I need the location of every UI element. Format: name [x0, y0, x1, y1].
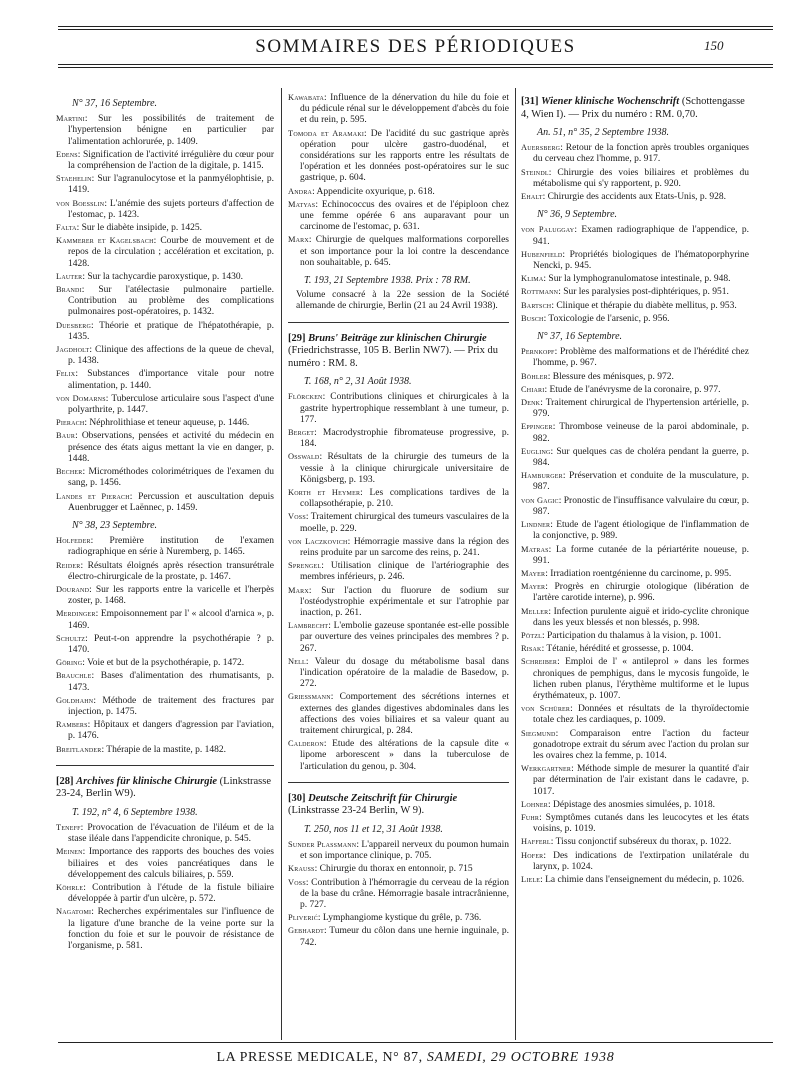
article-title: : Utilisation clinique de l'artériographie des membres inférieurs, p. 246. — [300, 561, 509, 583]
article-author: Hubenfield — [521, 249, 563, 259]
article-title: : Sur l'atélectasie pulmonaire partielle. Contribution au problème des complications pulmonaires post-opératoires, p. 1432. — [68, 285, 274, 318]
article-title: : Empoisonnement par l' « alcool d'arnica », p. 1469. — [68, 609, 274, 631]
page-number: 150 — [704, 38, 724, 53]
column-divider-right — [515, 88, 516, 1040]
section-number: [29] — [288, 332, 306, 344]
section-separator — [288, 782, 509, 783]
article-title: : Néphrolithiase et teneur aqueuse, p. 1446. — [84, 418, 250, 429]
article-author: Marx — [288, 235, 309, 245]
article-entry — [56, 491, 274, 514]
article-title: : Observations, pensées et activité du médecin en présence des états aigus mettant la vie en danger, p. 1448. — [68, 431, 274, 464]
article-entry — [521, 799, 749, 811]
article-entry — [56, 284, 274, 319]
article-title: : Percussion et auscultation depuis Auenbrugger et Laënnec, p. 1459. — [68, 491, 274, 513]
article-title: : Première institution de l'examen radiographique en série à Nuremberg, p. 1465. — [68, 536, 274, 558]
article-author: Marx — [288, 585, 309, 595]
article-author: Kawabata — [288, 93, 325, 102]
article-author: Matyas — [288, 199, 316, 209]
article-entry — [521, 495, 749, 518]
journal-name: Wiener klinische Wochenschrift — [541, 96, 680, 107]
article-author: Dourand — [56, 584, 90, 594]
article-author: Böhler — [521, 371, 548, 381]
article-title: : Traitement chirurgical de l'hypertension artérielle, p. 979. — [533, 398, 749, 420]
issue-heading: N° 38, 23 Septembre. — [72, 519, 158, 531]
article-entry — [521, 313, 749, 325]
article-entry — [521, 606, 749, 629]
article-author: Busch — [521, 313, 544, 323]
article-title: : Thrombose veineuse de la paroi abdominale, p. 982. — [533, 422, 749, 444]
page-footer — [58, 1050, 773, 1066]
article-author: Lindner — [521, 520, 551, 530]
article-author: Korth et Heymer — [288, 487, 361, 497]
article-title: : Sur la tachycardie paroxystique, p. 1430. — [82, 271, 243, 282]
article-title: : Examen radiographique de l'appendice, p. 941. — [533, 225, 750, 247]
article-title: : Méthode de traitement des fractures par injection, p. 1475. — [68, 695, 274, 717]
article-author: Falta — [56, 223, 77, 233]
article-author: Nagatomi — [56, 907, 92, 917]
article-author: Mayer — [521, 582, 546, 592]
article-title: : Sur les paralysies post-diphtériques, p. 951. — [558, 287, 729, 298]
header-rule — [58, 64, 773, 65]
article-title: : Lymphangiome kystique du grêle, p. 736. — [317, 913, 482, 924]
article-title: : Tuberculose articulaire sous l'aspect d'une polyarthrite, p. 1447. — [68, 393, 275, 416]
article-author: von Laczkovich — [288, 536, 348, 546]
article-author: Lauter — [56, 271, 83, 281]
article-title: : Appendicite oxyurique, p. 618. — [312, 186, 435, 197]
article-title: : Toxicologie de l'arsenic, p. 956. — [543, 313, 670, 324]
article-author: Klima — [521, 274, 544, 284]
column-middle — [288, 92, 509, 950]
article-title: : Méthode simple de mesurer la quantité d'air par détermination de l'air existant dans le cadavre, p. 1017. — [533, 764, 749, 797]
article-entry — [521, 812, 749, 835]
issue-heading: N° 36, 9 Septembre. — [537, 209, 618, 221]
article-entry — [288, 560, 509, 583]
issue-heading: T. 250, nos 11 et 12, 31 Août 1938. — [304, 823, 443, 835]
article-author: Flörcken — [288, 392, 323, 402]
article-title: : Infection purulente aiguë et irido-cyclite chronique dans les yeux blessés et non blessés, p. 998. — [533, 606, 749, 628]
article-author: Meinen — [56, 847, 83, 857]
article-title: : Clinique et thérapie du diabète mellitus, p. 953. — [551, 300, 737, 311]
article-author: Reider — [56, 560, 81, 570]
article-title: : L'anémie des sujets porteurs d'affection de l'estomac, p. 1423. — [68, 198, 275, 220]
article-author: Mayer — [521, 568, 546, 578]
journal-section-title — [521, 96, 749, 121]
article-entry — [288, 912, 509, 924]
article-author: Breitlander — [56, 744, 102, 754]
article-author: Berget — [288, 427, 315, 437]
article-author: Schreiber — [521, 657, 558, 667]
article-title: : Contribution à l'hémorragie du cerveau de la région de la base du crâne. Hémorragie basale intracrânienne, p. 727. — [300, 877, 509, 911]
article-author: Lambrecht — [288, 621, 329, 631]
article-title: : Retour de la fonction après troubles organiques du cerveau chez l'homme, p. 917. — [533, 143, 749, 165]
article-entry — [56, 113, 274, 148]
article-author: Andra — [288, 186, 313, 196]
article-title: : Chirurgie des voies biliaires et problèmes du métabolisme qui s'y rapportent, p. 920. — [533, 167, 749, 189]
article-title: : Tissu conjonctif subséreux du thorax, p. 1022. — [550, 837, 732, 848]
article-title: : Chirurgie de quelques malformations corporelles et son importance pour la loi contre la descendance non souhaitable, p. 645. — [300, 235, 509, 268]
article-entry — [288, 925, 509, 948]
article-title: : Etude de l'anévrysme de la coronaire, p. 977. — [544, 384, 721, 395]
journal-details: (Linkstrasse 23-24 Berlin, W 9). — [288, 805, 425, 817]
article-author: Kammerer et Kagelsbach — [56, 236, 154, 246]
section-number: [28] — [56, 775, 74, 787]
article-title: : Tumeur du côlon dans une hernie inguinale, p. 742. — [300, 926, 509, 948]
article-entry — [288, 186, 509, 198]
issue-heading: T. 192, n° 4, 6 Septembre 1938. — [72, 806, 198, 818]
article-author: Bartsch — [521, 300, 552, 310]
article-author: Rambers — [56, 720, 88, 730]
article-entry — [521, 630, 749, 642]
article-title: : Sur les rapports entre la varicelle et l'herpès zoster, p. 1468. — [68, 584, 274, 607]
article-title: : Microméthodes colorimétriques de l'examen du sang, p. 1456. — [68, 467, 274, 489]
section-separator — [288, 322, 509, 323]
article-author: Werkgartner — [521, 764, 572, 774]
journal-name: Archives für klinische Chirurgie — [76, 775, 218, 787]
article-entry — [56, 344, 274, 367]
article-entry — [288, 863, 509, 875]
article-entry — [288, 656, 509, 691]
article-entry — [288, 536, 509, 559]
article-title: : Sur l'agranulocytose et la panmyélophtisie, p. 1419. — [68, 174, 274, 196]
article-title: : Recherches expérimentales sur l'influence de la ligature d'une branche de la veine porte sur la fonction du foie et sur le pouvoir de résistance de l'organisme, p. 581. — [68, 907, 274, 951]
column-divider-left — [281, 88, 282, 1040]
article-entry — [288, 738, 509, 773]
article-author: Brauchle — [56, 671, 92, 681]
article-entry — [288, 839, 509, 862]
article-title: : Etude des altérations de la capsule dite « lipome arborescent » dans la tuberculose de l'articulation du genou, p. 304. — [300, 739, 509, 772]
article-entry — [521, 763, 749, 798]
article-entry — [56, 466, 274, 489]
journal-section-title — [288, 793, 509, 818]
article-author: Jagdholt — [56, 345, 90, 355]
article-author: Liele — [521, 874, 541, 884]
article-entry — [288, 391, 509, 426]
article-author: Holfeder — [56, 536, 91, 546]
article-title: : Clinique des affections de la queue de cheval, p. 1438. — [68, 345, 274, 367]
article-author: Köhrle — [56, 882, 84, 892]
article-title: : Sur l'action du fluorure de sodium sur l'ostéodystrophie expérimentale et sur l'atrophie par inaction, p. 261. — [300, 585, 509, 619]
article-title: : Importance des rapports des bouches des voies biliaires et des voies pancréatiques dans le développement des calculs biliaires, p. 559. — [68, 847, 274, 880]
article-entry — [56, 882, 274, 905]
article-entry — [521, 544, 749, 567]
article-title: : Résultats éloignés après résection transurétrale électro-chirurgicale de la prostate, p. 1467. — [68, 560, 274, 582]
article-title: : Théorie et pratique de l'hépatothérapie, p. 1435. — [68, 320, 274, 342]
article-author: von Gagic — [521, 495, 559, 505]
article-entry — [56, 393, 274, 416]
article-title: : Traitement chirurgical des tumeurs vasculaires de la moelle, p. 229. — [300, 512, 509, 534]
article-title: : Blessure des ménisques, p. 972. — [547, 371, 674, 382]
article-entry — [521, 656, 749, 702]
article-entry — [521, 470, 749, 493]
article-title: : Influence de la dénervation du hile du foie et du pédicule rénal sur le développement d'abcès du foie et du rein, p. 595. — [300, 93, 509, 126]
article-title: : Pronostic de l'insuffisance valvulaire du cœur, p. 987. — [533, 495, 749, 517]
article-author: Denk — [521, 398, 541, 408]
article-title: : Propriétés biologiques de l'hématoporphyrine Nencki, p. 945. — [533, 249, 749, 272]
article-author: Sprengel — [288, 561, 322, 571]
article-title: : Provocation de l'évacuation de l'iléum et de la stase iléale dans l'appendicite chronique, p. 545. — [68, 822, 274, 845]
article-author: von Boesslin — [56, 198, 105, 208]
article-author: Hafferl — [521, 837, 551, 847]
article-title: : Emploi de l' « antileprol » dans les formes chroniques de pemphigus, dans le mycosis fungoïde, le lichen ruben planus, l'érythème multiforme et le lupus érythémateux, p. 1007. — [533, 657, 749, 701]
article-author: Goldhahn — [56, 695, 94, 705]
volume-note: Volume consacré à la 22e session de la Société allemande de chirurgie, Berlin (21 au 24 Avril 1938). — [296, 290, 509, 312]
article-title: : Sur le diabète insipide, p. 1425. — [76, 223, 202, 234]
article-title: : Echinococcus des ovaires et de l'épiploon chez une femme opérée 6 ans auparavant pour un carcinome de l'estomac, p. 631. — [300, 199, 509, 233]
article-title: : Participation du thalamus à la vision, p. 1001. — [542, 630, 722, 641]
article-author: Fuhr — [521, 812, 540, 822]
article-author: Gebhardt — [288, 926, 324, 936]
article-entry — [56, 149, 274, 172]
article-author: Edens — [56, 149, 78, 159]
article-author: Brandi — [56, 285, 82, 295]
article-entry — [56, 368, 274, 391]
article-author: Landes et Pierach — [56, 491, 130, 501]
article-entry — [56, 822, 274, 845]
article-title: : Peut-t-on apprendre la psychothérapie ? p. 1470. — [68, 633, 274, 655]
article-entry — [56, 222, 274, 234]
article-entry — [288, 451, 509, 486]
article-author: Teneff — [56, 822, 81, 832]
article-author: Hamburger — [521, 471, 563, 481]
article-entry — [56, 657, 274, 669]
article-author: Felix — [56, 369, 76, 379]
article-author: Auersberg — [521, 143, 561, 153]
article-entry — [288, 585, 509, 620]
article-title: : L'appareil nerveux du poumon humain et son importance clinique, p. 705. — [300, 840, 509, 862]
article-author: Voss — [288, 877, 306, 887]
article-author: von Paluggay — [521, 225, 575, 235]
article-title: : Bases d'alimentation des rhumatisants, p. 1473. — [68, 671, 274, 693]
article-entry — [56, 906, 274, 952]
article-author: Matras — [521, 544, 549, 554]
article-entry — [56, 560, 274, 583]
journal-section-title — [288, 333, 509, 371]
article-entry — [56, 198, 274, 221]
section-number: [30] — [288, 792, 306, 804]
article-author: Nell — [288, 656, 306, 666]
issue-heading: N° 37, 16 Septembre. — [537, 331, 623, 343]
article-entry — [56, 670, 274, 693]
article-title: : Thérapie de la mastite, p. 1482. — [101, 744, 227, 755]
article-author: Göring — [56, 658, 83, 668]
article-author: Griessmann — [288, 692, 331, 702]
section-separator — [56, 765, 274, 766]
article-entry — [56, 430, 274, 465]
footer-journal: LA PRESSE MEDICALE, N° 87, — [216, 1050, 423, 1065]
article-title: : Symptômes cutanés dans les leucocytes et les états voisins, p. 1019. — [533, 812, 749, 835]
article-author: Martini — [56, 114, 85, 124]
article-entry — [521, 286, 749, 298]
article-title: : Contribution à l'étude de la fistule biliaire développée à partir d'un ulcère, p. 572. — [68, 882, 274, 905]
article-title: : Préservation et conduite de la musculature, p. 987. — [533, 471, 749, 493]
article-author: Risak — [521, 644, 542, 654]
article-entry — [288, 620, 509, 655]
article-title: : Sur les possibilités de traitement de l'hypertension bénigne en particulier par l'alimentation achlorurée, p. 1409. — [68, 114, 274, 147]
footer-date: SAMEDI, 29 OCTOBRE 1938 — [426, 1050, 615, 1065]
article-entry — [56, 235, 274, 270]
article-author: Tomoda et Aramaki — [288, 128, 365, 138]
issue-heading: T. 193, 21 Septembre 1938. Prix : 78 RM. — [304, 275, 471, 287]
article-entry — [521, 167, 749, 190]
article-author: Hofer — [521, 850, 544, 860]
article-entry — [56, 535, 274, 558]
article-title: : Données et résultats de la thyroïdectomie totale chez les cardiaques, p. 1009. — [533, 704, 749, 726]
article-author: Staehelin — [56, 174, 92, 184]
issue-heading: N° 37, 16 Septembre. — [72, 98, 158, 109]
article-author: Sunder Plassmann — [288, 840, 357, 850]
article-author: Siegmund — [521, 728, 556, 738]
article-entry — [521, 371, 749, 383]
article-title: : Valeur du dosage du métabolisme basal dans l'indication opératoire de la maladie de Basedow, p. 272. — [300, 656, 509, 690]
article-author: Ehalt — [521, 192, 543, 202]
article-entry — [521, 874, 749, 886]
article-title: : Substances d'importance vitale pour notre alimentation, p. 1440. — [68, 369, 274, 391]
article-entry — [521, 300, 749, 312]
article-entry — [288, 511, 509, 534]
article-entry — [288, 199, 509, 234]
article-entry — [56, 320, 274, 343]
article-author: Becher — [56, 467, 83, 477]
article-entry — [288, 92, 509, 127]
article-entry — [56, 271, 274, 283]
article-entry — [288, 487, 509, 510]
article-title: : De l'acidité du suc gastrique après opération pour ulcère gastro-duodénal, et considérations sur les rapports entre les résultats de l'opération et les données post-opératoires sur le suc gastrique, p. 604. — [300, 128, 509, 184]
article-entry — [521, 397, 749, 420]
column-right — [521, 92, 749, 887]
top-rule-inner — [58, 29, 773, 30]
article-entry — [288, 234, 509, 269]
article-title: : Signification de l'activité irrégulière du cœur pour la compréhension de l'action de la digitale, p. 1415. — [68, 149, 274, 172]
article-author: Krauss — [288, 864, 315, 874]
journal-details: (Friedrichstrasse, 105 B. Berlin NW7). — Prix du numéro : RM. 8. — [288, 345, 498, 369]
article-entry — [56, 846, 274, 881]
article-entry — [521, 191, 749, 203]
article-title: : Hôpitaux et dangers d'agression par l'aviation, p. 1476. — [68, 720, 274, 742]
article-author: Steindl — [521, 167, 549, 177]
journal-details: (Linkstrasse 23-24, Berlin W9). — [56, 775, 271, 800]
article-title: : L'embolie gazeuse spontanée est-elle possible par ouverture des veines principales des membres ? p. 267. — [300, 621, 509, 654]
article-entry — [56, 417, 274, 429]
article-entry — [521, 581, 749, 604]
article-entry — [288, 427, 509, 450]
article-title: : Progrès en chirurgie otologique (libération de l'artère carotide interne), p. 996. — [533, 582, 749, 604]
article-author: Osswald — [288, 452, 320, 462]
article-title: : Tétanie, hérédité et grossesse, p. 1004. — [541, 644, 694, 655]
article-title: : La forme cutanée de la périartérite noueuse, p. 991. — [533, 544, 749, 566]
article-author: von Domarns — [56, 393, 106, 403]
article-title: : Courbe de mouvement et de repos de la circulation ; accélération et excitation, p. 1428. — [68, 236, 275, 269]
page-title: SOMMAIRES DES PÉRIODIQUES — [255, 36, 576, 57]
article-author: Pernkopf — [521, 347, 555, 357]
article-title: : Chirurgie des accidents aux Etats-Unis, p. 928. — [542, 192, 727, 203]
article-entry — [56, 695, 274, 718]
article-title: : Sur la lymphogranulomatose intestinale, p. 948. — [543, 274, 731, 285]
article-author: Eugling — [521, 446, 551, 456]
article-title: : Les complications tardives de la collapsothérapie, p. 210. — [300, 487, 509, 510]
article-title: : Comportement des sécrétions internes et externes des glandes digestives abdominales dans les affections des voies biliaires et sa valeur quant au traitement chirurgical, p. 284. — [300, 692, 509, 737]
article-entry — [521, 850, 749, 873]
article-title: : Voie et but de la psychothérapie, p. 1472. — [82, 658, 245, 669]
article-author: Voss — [288, 512, 306, 522]
article-title: : Problème des malformations et de l'hérédité chez l'homme, p. 967. — [533, 347, 749, 369]
article-entry — [521, 384, 749, 396]
article-title: : Hémorragie massive dans la région des reins produite par un sarcome des reins, p. 241. — [300, 536, 509, 558]
article-title: : La chimie dans l'enseignement du médecin, p. 1026. — [540, 874, 745, 885]
article-title: : Résultats de la chirurgie des tumeurs de la vessie à la clinique chirurgicale universitaire de Königsberg, p. 193. — [300, 452, 509, 485]
article-author: Pierach — [56, 418, 85, 428]
issue-heading: An. 51, n° 35, 2 Septembre 1938. — [537, 127, 669, 138]
article-entry — [521, 421, 749, 444]
article-title: : Macrodystrophie fibromateuse progressive, p. 184. — [300, 427, 509, 450]
article-entry — [521, 519, 749, 542]
article-entry — [521, 224, 749, 247]
section-number: [31] — [521, 96, 539, 107]
article-title: : Dépistage des anosmies simulées, p. 1018. — [547, 799, 715, 810]
article-title: : Etude de l'agent étiologique de l'inflammation de la conjonctive, p. 989. — [533, 520, 749, 542]
article-title: : Irradiation roentgénienne du carcinome, p. 995. — [545, 568, 732, 579]
column-left — [56, 92, 274, 953]
article-entry — [56, 744, 274, 756]
article-author: Calderon — [288, 739, 324, 749]
article-entry — [288, 128, 509, 185]
article-entry — [521, 446, 749, 469]
article-entry — [521, 703, 749, 726]
article-entry — [521, 346, 749, 369]
article-entry — [521, 273, 749, 285]
issue-heading: T. 168, n° 2, 31 Août 1938. — [304, 376, 412, 388]
article-entry — [521, 568, 749, 580]
article-title: : Des indications de l'extirpation unilatérale du larynx, p. 1024. — [533, 850, 749, 872]
article-entry — [521, 142, 749, 165]
article-author: Eppinger — [521, 422, 553, 432]
article-entry — [521, 643, 749, 655]
article-entry — [521, 249, 749, 272]
top-rule — [58, 26, 773, 27]
article-entry — [56, 633, 274, 656]
article-author: von Schürer — [521, 704, 571, 714]
article-entry — [56, 173, 274, 196]
article-author: Lohner — [521, 799, 548, 809]
article-title: : Chirurgie du thorax en entonnoir, p. 715 — [314, 864, 473, 875]
article-entry — [521, 836, 749, 848]
article-author: Duesberg — [56, 320, 91, 330]
article-title: : Contributions cliniques et chirurgicales à la gastrite hypertrophique ressemblant à une tumeur, p. 177. — [300, 392, 509, 425]
header-rule-inner — [58, 67, 773, 68]
article-author: Rottmann — [521, 287, 559, 297]
article-author: Pötzl — [521, 630, 542, 640]
article-entry — [288, 691, 509, 737]
journal-name: Deutsche Zeitschrift für Chirurgie — [308, 792, 458, 804]
article-author: Meller — [521, 606, 549, 616]
article-author: Schultz — [56, 633, 86, 643]
journal-details: (Schottengasse 4, Wien I). — Prix du numéro : RM. 0,70. — [521, 96, 745, 120]
article-title: : Comparaison entre l'action du facteur gonadotrope extrait du sérum avec l'action du prolan sur les ovaires chez la femme, p. 1014. — [533, 728, 749, 761]
article-entry — [56, 608, 274, 631]
article-entry — [521, 728, 749, 763]
article-author: Chiari — [521, 384, 545, 394]
article-entry — [288, 877, 509, 912]
article-author: Pliverić — [288, 913, 318, 923]
journal-name: Bruns' Beiträge zur klinischen Chirurgie — [308, 332, 487, 344]
article-entry — [56, 584, 274, 607]
article-author: Baur — [56, 431, 76, 441]
article-title: : Sur quelques cas de choléra pendant la guerre, p. 984. — [533, 446, 749, 469]
article-author: Merdinger — [56, 609, 96, 619]
footer-rule — [58, 1042, 773, 1043]
journal-section-title — [56, 776, 274, 801]
article-entry — [56, 719, 274, 742]
